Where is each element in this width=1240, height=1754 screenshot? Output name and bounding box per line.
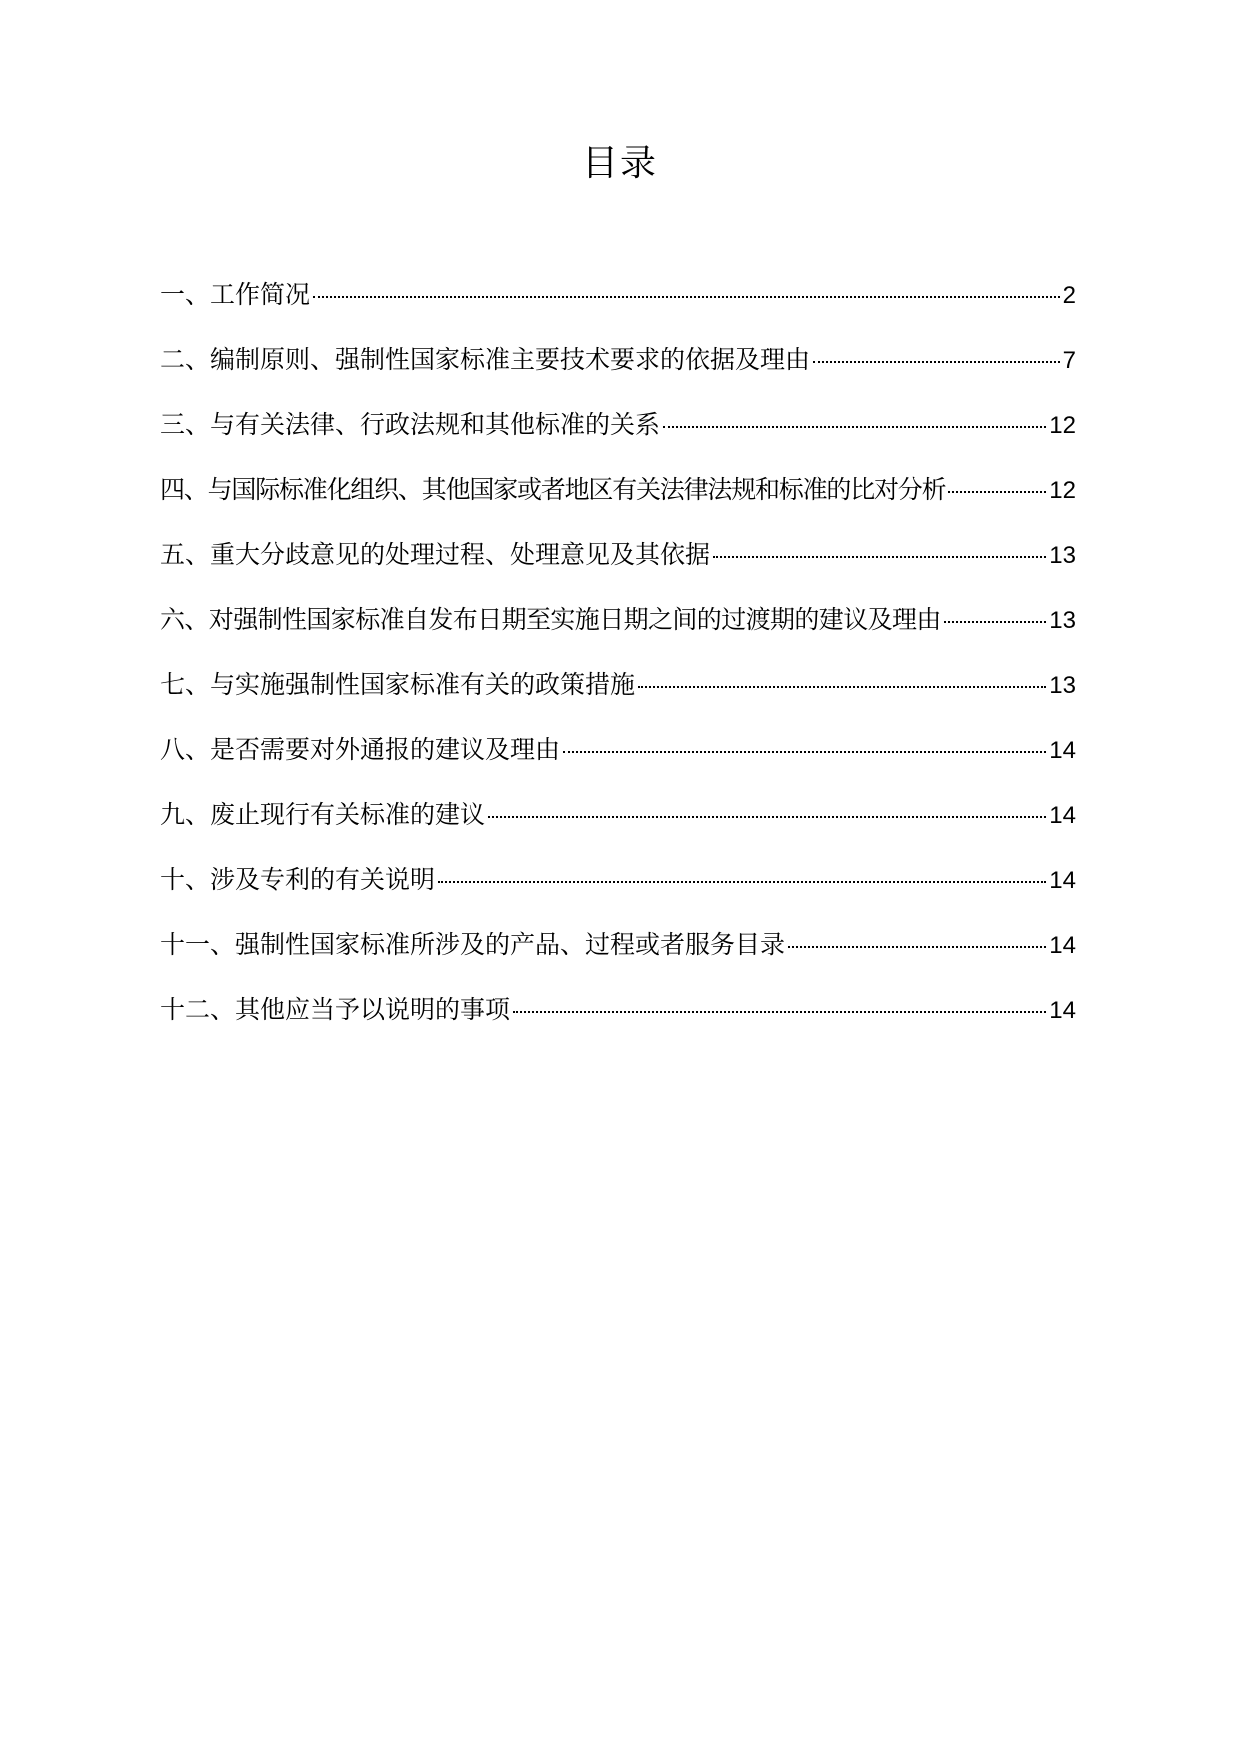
toc-entry[interactable]: [160, 927, 1076, 992]
toc-entry[interactable]: [160, 407, 1076, 472]
toc-entry[interactable]: [160, 472, 1076, 537]
toc-entry-label: 七、与实施强制性国家标准有关的政策措施: [160, 670, 636, 699]
toc-dot-leader: [563, 751, 1046, 753]
toc-entry-label: 六、对强制性国家标准自发布日期至实施日期之间的过渡期的建议及理由: [160, 605, 941, 634]
toc-entry[interactable]: [160, 797, 1076, 862]
toc-dot-leader: [663, 426, 1046, 428]
toc-dot-leader: [638, 686, 1046, 688]
toc-page-number: 13: [1049, 542, 1076, 569]
toc-page-number: 7: [1062, 347, 1076, 374]
toc-title: 目录: [581, 143, 658, 184]
toc-entry[interactable]: [160, 342, 1076, 407]
toc-page-number: 14: [1049, 802, 1076, 829]
toc-page-number: 14: [1049, 932, 1076, 959]
toc-dot-leader: [513, 1011, 1046, 1013]
toc-page-number: 12: [1049, 477, 1076, 504]
toc-dot-leader: [713, 556, 1046, 558]
toc-entry-label: 十一、强制性国家标准所涉及的产品、过程或者服务目录: [160, 930, 786, 959]
toc-dot-leader: [488, 816, 1046, 818]
toc-page-number: 2: [1062, 282, 1076, 309]
toc-entry[interactable]: [160, 602, 1076, 667]
toc-entry-label: 一、工作简况: [160, 280, 311, 309]
toc-entry-label: 五、重大分歧意见的处理过程、处理意见及其依据: [160, 540, 711, 569]
toc-entry-label: 三、与有关法律、行政法规和其他标准的关系: [160, 410, 661, 439]
toc-entry[interactable]: [160, 277, 1076, 342]
toc-dot-leader: [944, 621, 1046, 623]
toc-page-number: 13: [1049, 672, 1076, 699]
toc-entry[interactable]: [160, 862, 1076, 927]
toc-page-number: 14: [1049, 737, 1076, 764]
toc-page-number: 14: [1049, 867, 1076, 894]
toc-dot-leader: [788, 946, 1046, 948]
table-of-contents: [160, 277, 1076, 1057]
toc-dot-leader: [813, 361, 1060, 363]
toc-entry-label: 二、编制原则、强制性国家标准主要技术要求的依据及理由: [160, 345, 811, 374]
toc-page-number: 12: [1049, 412, 1076, 439]
toc-entry-label: 八、是否需要对外通报的建议及理由: [160, 735, 561, 764]
toc-entry[interactable]: [160, 732, 1076, 797]
toc-entry-label: 十二、其他应当予以说明的事项: [160, 995, 511, 1024]
toc-dot-leader: [438, 881, 1046, 883]
toc-entry-label: 四、与国际标准化组织、其他国家或者地区有关法律法规和标准的比对分析: [160, 475, 946, 504]
toc-page-number: 14: [1049, 997, 1076, 1024]
toc-entry[interactable]: [160, 992, 1076, 1057]
toc-dot-leader: [948, 491, 1046, 493]
toc-dot-leader: [313, 296, 1060, 298]
toc-page-number: 13: [1049, 607, 1076, 634]
toc-entry[interactable]: [160, 537, 1076, 602]
toc-entry-label: 九、废止现行有关标准的建议: [160, 800, 486, 829]
toc-entry[interactable]: [160, 667, 1076, 732]
toc-entry-label: 十、涉及专利的有关说明: [160, 865, 436, 894]
